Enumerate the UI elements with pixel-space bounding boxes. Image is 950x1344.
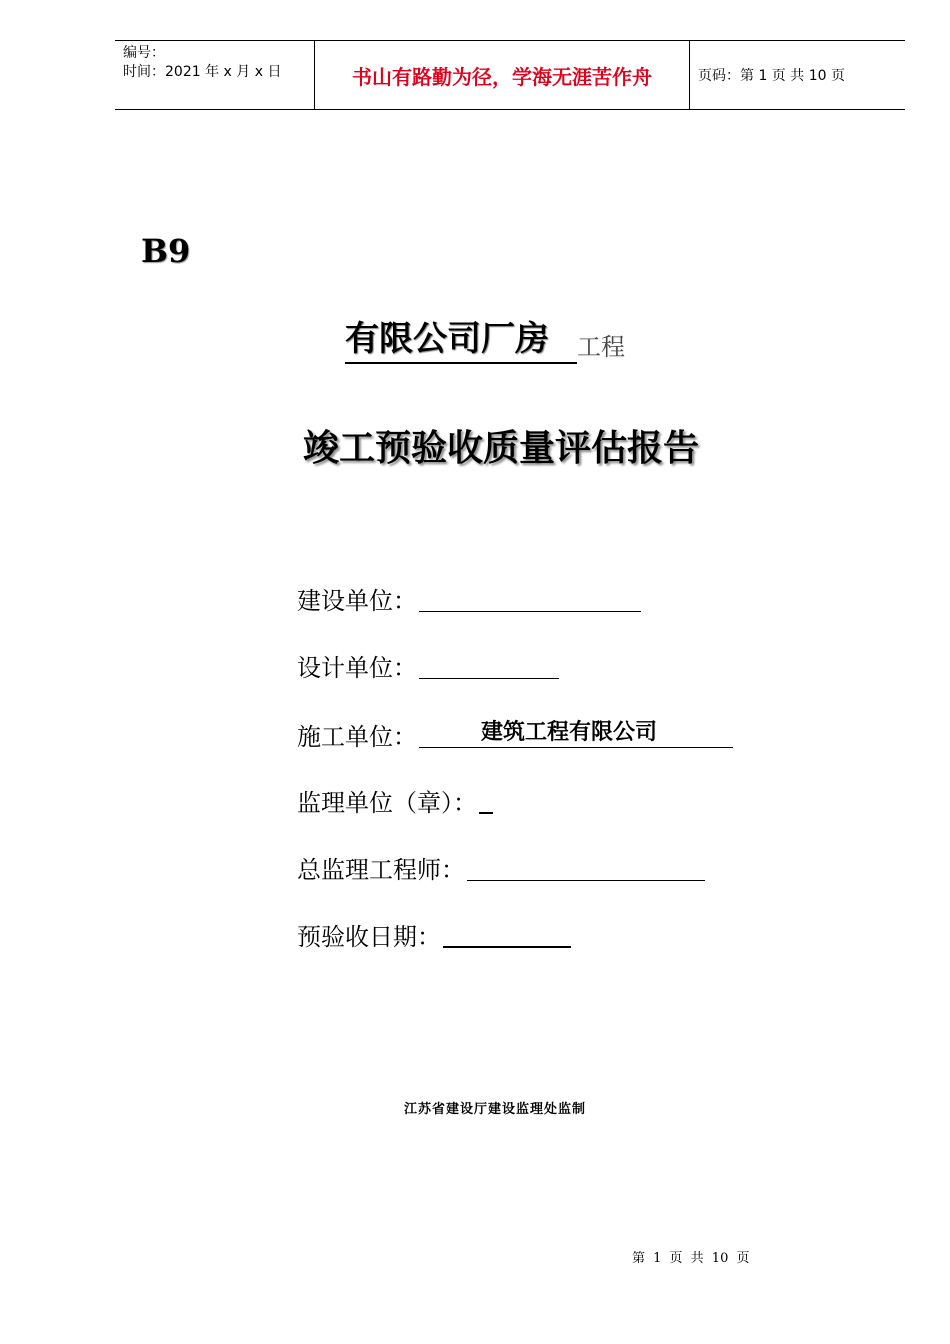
field-acceptance-date xyxy=(297,920,571,954)
field-supervision-unit xyxy=(297,786,493,820)
header-meta-cell xyxy=(115,41,315,109)
project-code: B9 xyxy=(141,232,191,270)
company-name: 有限公司厂房 xyxy=(345,316,577,364)
field-chief-engineer xyxy=(297,853,705,887)
field-blank xyxy=(443,922,571,948)
header-page-cell xyxy=(690,41,905,109)
field-label: 建设单位： xyxy=(297,587,417,615)
document-header xyxy=(115,40,905,110)
motto-text: 书山有路勤为径，学海无涯苦作舟 xyxy=(352,64,652,89)
header-motto-cell xyxy=(315,41,690,109)
field-label: 监理单位（章）： xyxy=(297,789,477,817)
field-label: 施工单位： xyxy=(297,723,417,751)
supervisor-note: 江苏省建设厅建设监理处监制 xyxy=(403,1102,586,1117)
field-design-unit xyxy=(297,651,559,685)
field-blank xyxy=(419,587,641,612)
field-label: 设计单位： xyxy=(297,654,417,682)
field-contractor-unit xyxy=(297,719,733,754)
page-footer: 第 1 页 共 10 页 xyxy=(632,1251,750,1266)
contractor-name: 建筑工程有限公司 xyxy=(481,720,658,745)
field-value-box xyxy=(419,719,733,748)
field-label: 总监理工程师： xyxy=(297,856,465,884)
page-info: 页码：第 1 页 共 10 页 xyxy=(698,68,845,84)
time-label: 时间：2021 年 x 月 x 日 xyxy=(123,64,282,80)
field-label: 预验收日期： xyxy=(297,923,441,951)
field-blank xyxy=(467,856,705,881)
number-label: 编号： xyxy=(123,45,165,61)
project-name-line xyxy=(345,316,625,364)
report-title: 竣工预验收质量评估报告 xyxy=(303,428,700,469)
field-construction-unit xyxy=(297,584,641,618)
field-blank xyxy=(419,654,559,679)
project-suffix: 工程 xyxy=(577,333,625,361)
field-blank xyxy=(479,788,493,814)
